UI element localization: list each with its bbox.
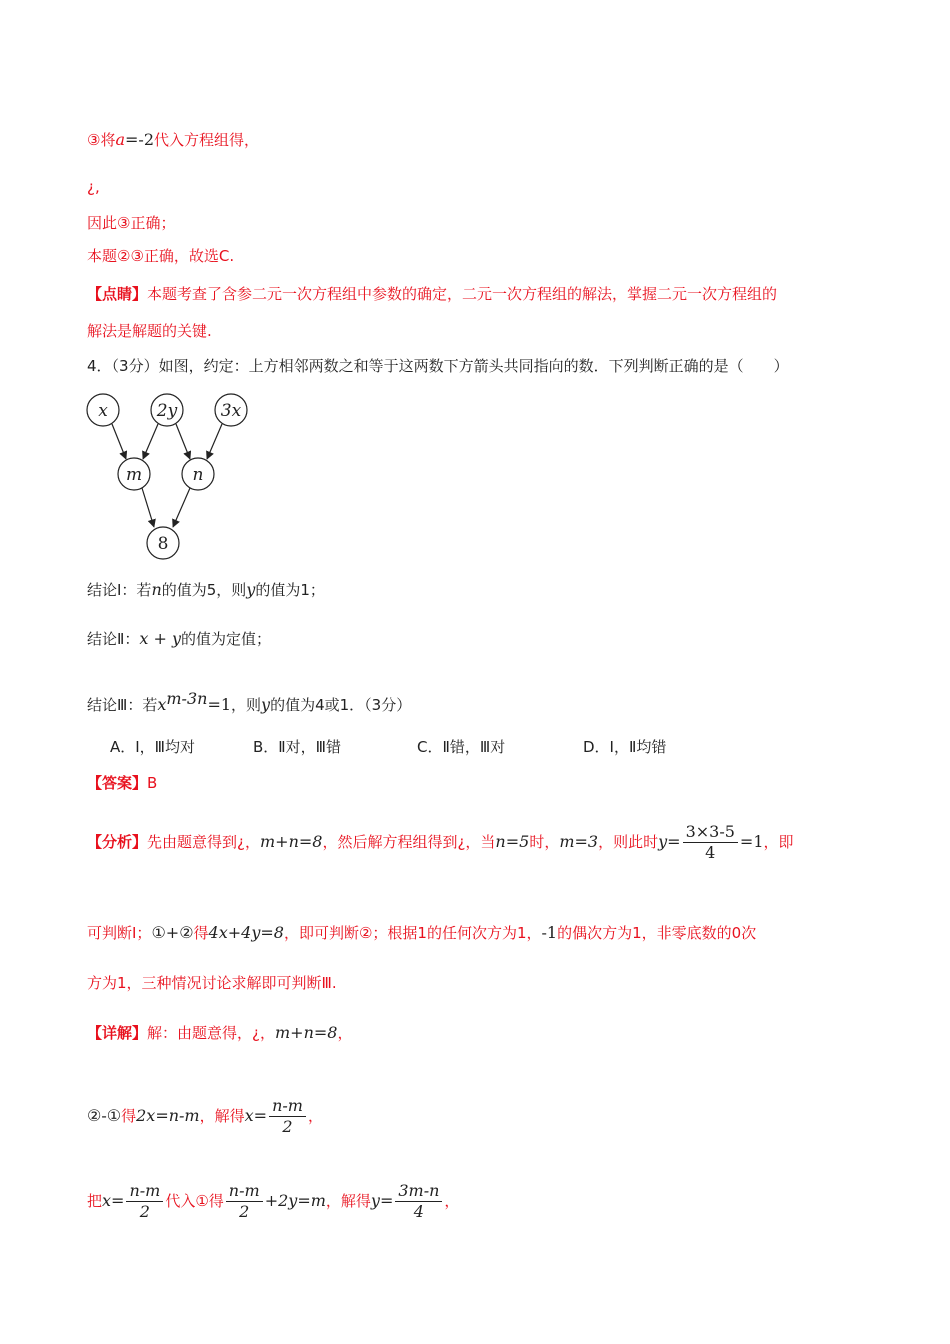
node-label: 3x [220,401,242,421]
fraction-numerator: 3×3-5 [683,822,738,843]
node-label: 2y [156,401,178,421]
fraction [395,1181,442,1222]
math-expr: 2x=n-m [136,1106,200,1125]
fraction [126,1181,163,1222]
text: 结论Ⅰ：若 [87,581,152,599]
comment-tag: 【点睛】 [87,285,148,303]
math-var: n [151,580,162,599]
conclusion-1 [87,579,325,601]
math-expr: x= [244,1106,268,1125]
text: ，解得 [199,1107,245,1125]
math-expr: =1 [207,695,232,714]
text: 时， [529,833,560,851]
number-tree-diagram [80,388,260,568]
fraction [226,1181,263,1222]
solution-line-1 [87,129,259,151]
text: 的值为5，则 [161,581,247,599]
math-expr: x= [102,1191,125,1210]
text: 的偶次方为1，非零底数的0次 [557,924,757,942]
text: 可判断Ⅰ； [87,924,152,942]
fraction-numerator: n-m [226,1181,263,1202]
fraction-denominator: 2 [282,1117,293,1136]
fraction [683,822,738,863]
arrow [143,424,158,459]
math-expr: n=5 [495,832,530,851]
answer-tag: 【答案】 [87,774,148,792]
fraction-numerator: n-m [126,1181,163,1202]
node-label: n [192,465,204,485]
detail-line-2 [87,1096,323,1137]
arrow [112,424,126,459]
fraction-numerator: n-m [269,1096,306,1117]
solution-line-3: 因此③正确； [87,214,176,232]
solution-line-2: ¿, [87,178,100,196]
answer-value: B [147,774,158,792]
text: 得 [193,924,209,942]
text: ，然后解方程组得到¿，当 [322,833,496,851]
text: 得 [121,1107,137,1125]
math-expr: m+n=8 [259,832,323,851]
text: 结论Ⅱ： [87,630,140,648]
text: 的值为定值； [181,630,272,648]
math-expr: x + y [139,629,182,648]
text: 的值为4或1．（3分） [270,696,412,714]
math-expr: =-2 [125,130,154,149]
detail-line-1 [87,1022,352,1044]
fraction-denominator: 2 [239,1202,250,1221]
text: 代入方程组得， [154,131,260,149]
text: ， [307,1107,323,1125]
node-label: 8 [157,534,169,554]
fraction-denominator: 4 [413,1202,424,1221]
analysis-line-1 [87,822,794,863]
math-var: y [246,580,256,599]
text: ， [444,1192,460,1210]
math-expr: ①+② [151,923,194,942]
fraction-numerator: 3m-n [395,1181,442,1202]
math-expr: m=3 [559,832,599,851]
analysis-line-3: 方为1，三种情况讨论求解即可判断Ⅲ. [87,974,337,992]
question-stem: 4．（3分）如图，约定：上方相邻两数之和等于这两数下方箭头共同指向的数．下列判断正确的是（ ） [87,357,789,375]
solution-line-4: 本题②③正确，故选C. [87,247,235,265]
arrow [176,424,190,459]
math-var: a [115,130,125,149]
text: 先由题意得到¿， [147,833,260,851]
comment-text: 本题考查了含参二元一次方程组中参数的确定，二元一次方程组的解法，掌握二元一次方程组的 [147,285,778,303]
node-label: m [125,465,143,485]
arrow [142,488,154,527]
math-expr: -1 [541,923,558,942]
text: 代入①得 [165,1192,224,1210]
fraction [269,1096,306,1137]
answer-line [87,772,157,794]
arrow [173,488,190,527]
text: ，解得 [325,1192,371,1210]
text: ，则 [231,696,262,714]
analysis-line-2 [87,922,756,944]
conclusion-3 [87,688,411,716]
detail-line-3 [87,1181,459,1222]
math-expr: ②-① [87,1106,122,1125]
math-exponent: m-3n [166,689,208,708]
math-expr: =1 [739,832,764,851]
math-expr: +2y=m [264,1191,326,1210]
text: ，则此时 [598,833,659,851]
option-a: A．Ⅰ，Ⅲ均对 [110,738,196,756]
option-b: B．Ⅱ对，Ⅲ错 [253,738,342,756]
text: ，即 [763,833,794,851]
detail-tag: 【详解】 [87,1024,148,1042]
conclusion-2 [87,628,271,650]
comment-line-2: 解法是解题的关键. [87,322,212,340]
text: ， [337,1024,353,1042]
text: ③将 [87,131,116,149]
math-var: y [261,695,271,714]
math-expr: 4x+4y=8 [208,923,284,942]
math-expr: y= [370,1191,394,1210]
math-var: x [157,695,167,714]
text: ，即可判断②；根据1的任何次方为1， [283,924,542,942]
math-expr: y= [658,832,681,851]
analysis-tag: 【分析】 [87,833,148,851]
fraction-denominator: 4 [705,843,716,862]
comment-line-1 [87,283,777,305]
text: 结论Ⅲ：若 [87,696,158,714]
option-d: D．Ⅰ，Ⅱ均错 [583,738,667,756]
node-label: x [98,401,108,421]
text: 把 [87,1192,103,1210]
text: 的值为1； [255,581,325,599]
fraction-denominator: 2 [139,1202,150,1221]
option-c: C．Ⅱ错，Ⅲ对 [417,738,506,756]
text: 解：由题意得，¿， [147,1024,275,1042]
arrow [207,424,222,459]
math-expr: m+n=8 [274,1023,338,1042]
